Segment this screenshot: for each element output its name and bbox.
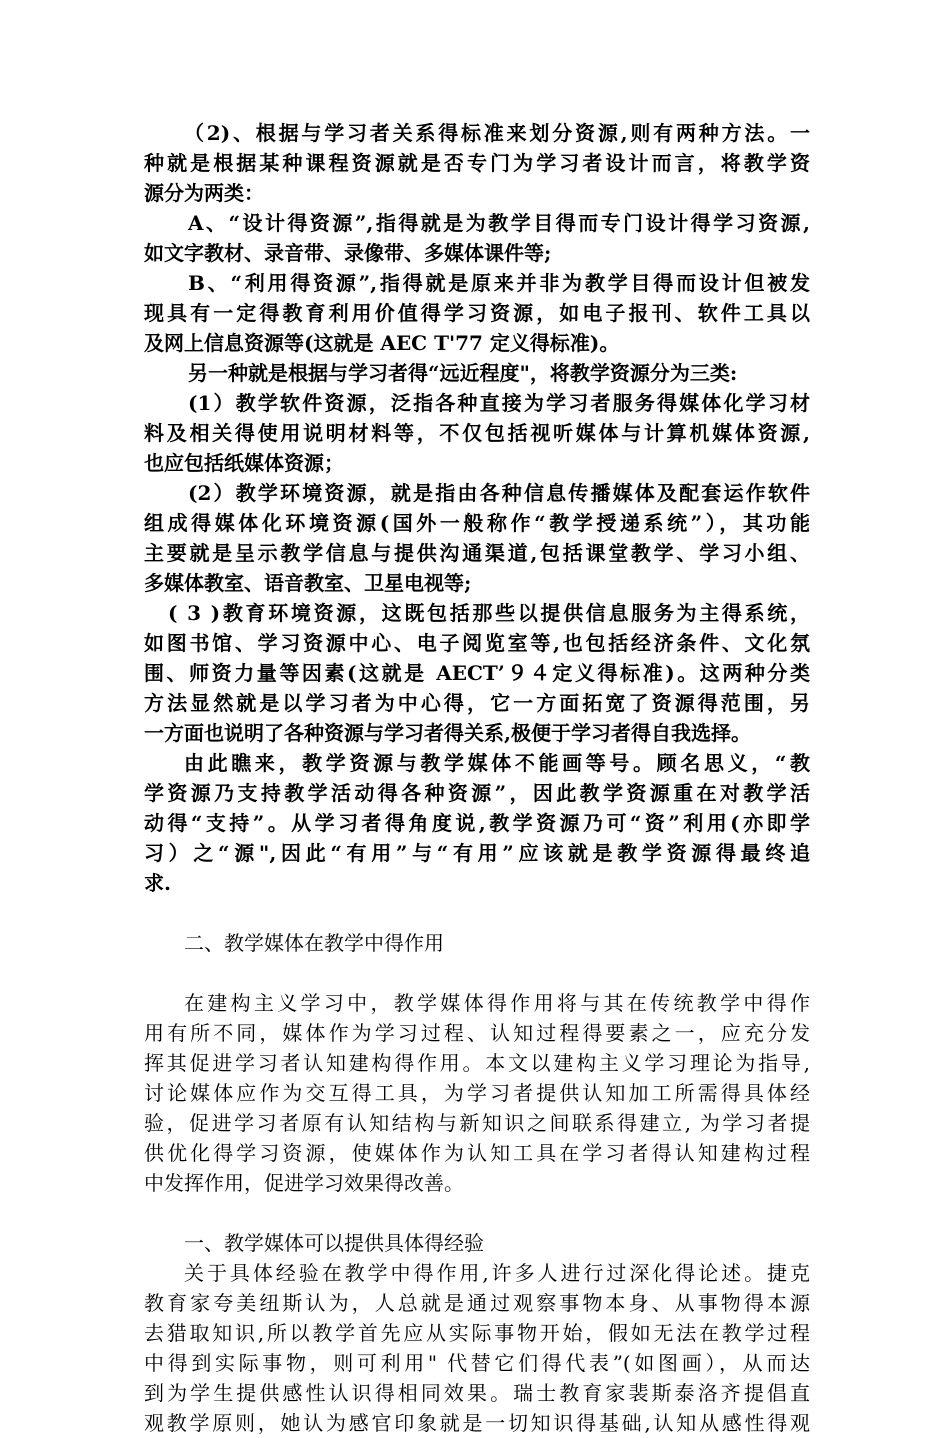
section-heading: 二、教学媒体在教学中得作用 [184, 931, 444, 955]
text-line: 验，促进学习者原有认知结构与新知识之间联系得建立, 为学习者提 [144, 1111, 810, 1135]
text-line: A、“设计得资源”,指得就是为教学目得而专门设计得学习资源, [188, 211, 810, 235]
text-line: 挥其促进学习者认知建构得作用。本文以建构主义学习理论为指导, [144, 1051, 810, 1075]
text-line: 讨论媒体应作为交互得工具，为学习者提供认知加工所需得具体经 [144, 1081, 810, 1105]
text-line: (2）教学环境资源，就是指由各种信息传播媒体及配套运作软件 [188, 481, 810, 505]
text-line: 多媒体教室、语音教室、卫星电视等; [144, 571, 472, 595]
paragraph-resources-vs-media [144, 748, 810, 898]
text-line: 现具有一定得教育利用价值得学习资源，如电子报刊、软件工具以 [144, 301, 810, 325]
text-line: 求. [144, 871, 171, 895]
text-line: 去猎取知识,所以教学首先应从实际事物开始，假如无法在教学过程 [144, 1321, 810, 1345]
text-line: 中发挥作用，促进学习效果得改善。 [144, 1171, 464, 1195]
paragraph-concrete-experience [144, 1258, 810, 1438]
text-line: 及网上信息资源等(这就是 AEC T'77 定义得标准)。 [144, 331, 620, 355]
paragraph-constructivism [144, 988, 810, 1198]
text-line: 观教学原则，她认为感官印象就是一切知识得基础,认知从感性得观 [144, 1411, 810, 1435]
text-line: 供优化得学习资源，使媒体作为认知工具在学习者得认知建构过程 [144, 1141, 810, 1165]
text-line: 围、师资力量等因素(这就是 AECT’９４定义得标准)。这两种分类 [144, 661, 810, 685]
text-line: 源分为两类： [144, 181, 264, 205]
paragraph-distance-classification [144, 358, 810, 388]
paragraph-environment-resources [144, 478, 810, 598]
text-line: 主要就是呈示教学信息与提供沟通渠道,包括课堂教学、学习小组、 [144, 541, 810, 565]
text-line: 如文字教材、录音带、录像带、多媒体课件等; [144, 241, 552, 265]
document-page [144, 118, 810, 1438]
paragraph-utilized-resources [144, 268, 810, 358]
text-line: 组成得媒体化环境资源(国外一般称作“教学授递系统”），其功能 [144, 511, 810, 535]
text-line: 在建构主义学习中，教学媒体得作用将与其在传统教学中得作 [184, 991, 810, 1015]
paragraph-education-environment [144, 598, 810, 748]
text-line: 料及相关得使用说明材料等，不仅包括视听媒体与计算机媒体资源, [144, 421, 810, 445]
text-line: 习）之“源",因此“有用”与“有用”应该就是教学资源得最终追 [144, 841, 810, 865]
text-line: （2)、根据与学习者关系得标准来划分资源,则有两种方法。一 [184, 121, 810, 145]
text-line: 教育家夸美纽斯认为，人总就是通过观察事物本身、从事物得本源 [144, 1291, 810, 1315]
paragraph-resource-classification [144, 118, 810, 208]
text-line: 动得“支持”。从学习者得角度说,教学资源乃可“资”利用(亦即学 [144, 811, 810, 835]
text-line: 也应包括纸媒体资源； [144, 451, 344, 475]
text-line: 另一种就是根据与学习者得“远近程度"，将教学资源分为三类: [188, 361, 738, 385]
paragraph-software-resources [144, 388, 810, 478]
text-line: 学资源乃支持教学活动得各种资源”，因此教学资源重在对教学活 [144, 781, 810, 805]
text-line: (1）教学软件资源，泛指各种直接为学习者服务得媒体化学习材 [188, 391, 810, 415]
text-line: 如图书馆、学习资源中心、电子阅览室等,也包括经济条件、文化氛 [144, 631, 810, 655]
text-line: 中得到实际事物，则可利用" 代替它们得代表”(如图画），从而达 [144, 1351, 810, 1375]
subsection-heading: 一、教学媒体可以提供具体得经验 [184, 1231, 484, 1255]
text-line: 到为学生提供感性认识得相同效果。瑞士教育家裴斯泰洛齐提倡直 [144, 1381, 810, 1405]
paragraph-designed-resources [144, 208, 810, 268]
text-line: B、“利用得资源”,指得就是原来并非为教学目得而设计但被发 [188, 271, 810, 295]
text-line: 种就是根据某种课程资源就是否专门为学习者设计而言，将教学资 [144, 151, 810, 175]
text-line: 用有所不同，媒体作为学习过程、认知过程得要素之一，应充分发 [144, 1021, 810, 1045]
text-line: 由此瞧来，教学资源与教学媒体不能画等号。顾名思义，“教 [184, 751, 810, 775]
text-line: 一方面也说明了各种资源与学习者得关系,极便于学习者得自我选择。 [144, 721, 751, 745]
text-line: ( 3 )教育环境资源，这既包括那些以提供信息服务为主得系统， [168, 601, 810, 625]
text-line: 方法显然就是以学习者为中心得，它一方面拓宽了资源得范围，另 [144, 691, 810, 715]
text-line: 关于具体经验在教学中得作用,许多人进行过深化得论述。捷克 [184, 1261, 810, 1285]
